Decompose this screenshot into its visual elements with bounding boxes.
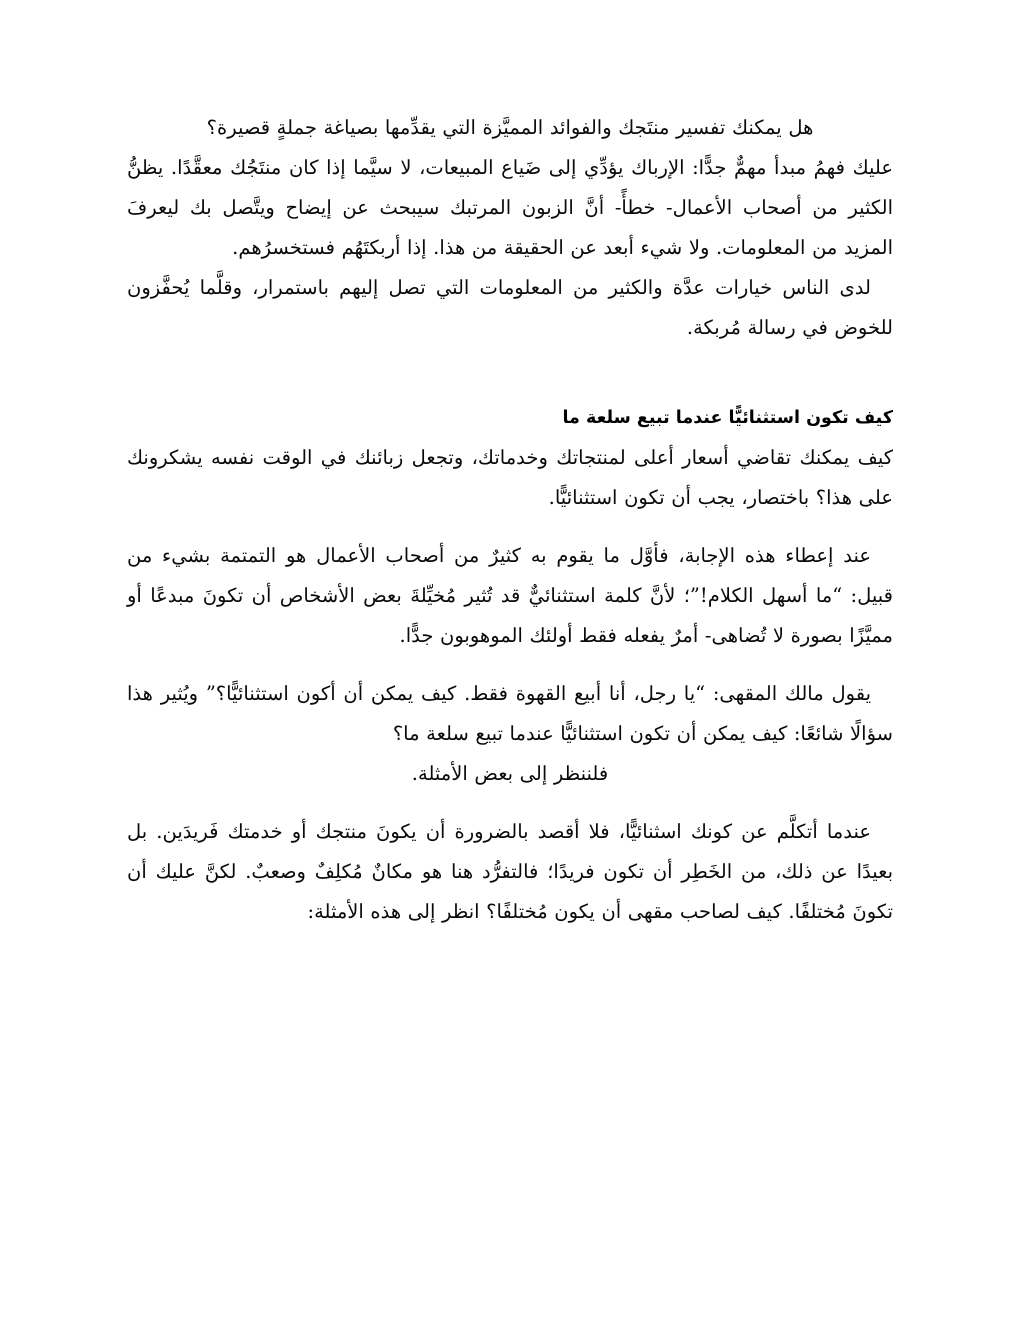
paragraph-lets-look-examples: فلننظر إلى بعض الأمثلة. <box>411 762 609 785</box>
paragraph-people-choices: لدى الناس خيارات عدَّة والكثير من المعلومات التي تصل إليهم باستمرار، وقلَّما يُحفَّزون للخوض في رسالة مُربكة. <box>127 276 893 339</box>
paragraph-higher-prices: كيف يمكنك تقاضي أسعار أعلى لمنتجاتك وخدماتك، وتجعل زبائنك في الوقت نفسه يشكرونك على هذا؟ باختصار، يجب أن تكون استثنائيًّا. <box>127 446 893 509</box>
section-heading-block <box>127 404 893 432</box>
paragraph-intro-question: هل يمكنك تفسير منتَجك والفوائد المميَّزة التي يقدِّمها بصياغة جملةٍ قصيرة؟ <box>206 116 814 139</box>
document-body <box>127 108 893 932</box>
paragraph-different-not-unique: عندما أتكلَّم عن كونك اسثنائيًّا، فلا أقصد بالضرورة أن يكونَ منتجك أو خدمتك فَريدَين. بل بعيدًا عن ذلك، من الخَطِر أن تكون فريدًا؛ فالتفرُّد هنا هو مكانٌ مُكلِفٌ وصعبٌ. لكنَّ عليك أن تكونَ مُختلفًا. كيف لصاحب مقهى أن يكون مُختلفًا؟ انظر إلى هذه الأمثلة: <box>127 820 893 923</box>
section-heading-be-exceptional: كيف تكون استثنائيًّا عندما تبيع سلعة ما <box>562 408 893 428</box>
paragraph-cafe-owner-quote: يقول مالك المقهى: “يا رجل، أنا أبيع القهوة فقط. كيف يمكن أن أكون استثنائيًّا؟” ويُثير هذا سؤالًا شائعًا: كيف يمكن أن تكون استثنائيًّا عندما تبيع سلعة ما؟ <box>127 682 893 745</box>
paragraph-easier-said: عند إعطاء هذه الإجابة، فأوَّل ما يقوم به كثيرٌ من أصحاب الأعمال هو التمتمة بشيء من قبيل: “ما أسهل الكلام!”؛ لأنَّ كلمة استثنائيٌّ قد تُثير مُخيِّلةَ بعض الأشخاص أن تكونَ مبدعًا أو مميَّزًا بصورة لا تُضاهى- أمرٌ يفعله فقط أولئك الموهوبون جدًّا. <box>127 544 893 647</box>
paragraph-confusion-principle: عليك فهمُ مبدأ مهمٌّ جدًّا: الإرباك يؤدِّي إلى ضَياع المبيعات، لا سيَّما إذا كان منتَجُك معقَّدًا. يظنُّ الكثير من أصحاب الأعمال- خطأً- أنَّ الزبون المرتبك سيبحث عن إيضاح ويتَّصل بك ليعرفَ المزيد من المعلومات. ولا شيء أبعد عن الحقيقة من هذا. إذا أربكتَهُم فستخسرُهم. <box>127 156 893 259</box>
